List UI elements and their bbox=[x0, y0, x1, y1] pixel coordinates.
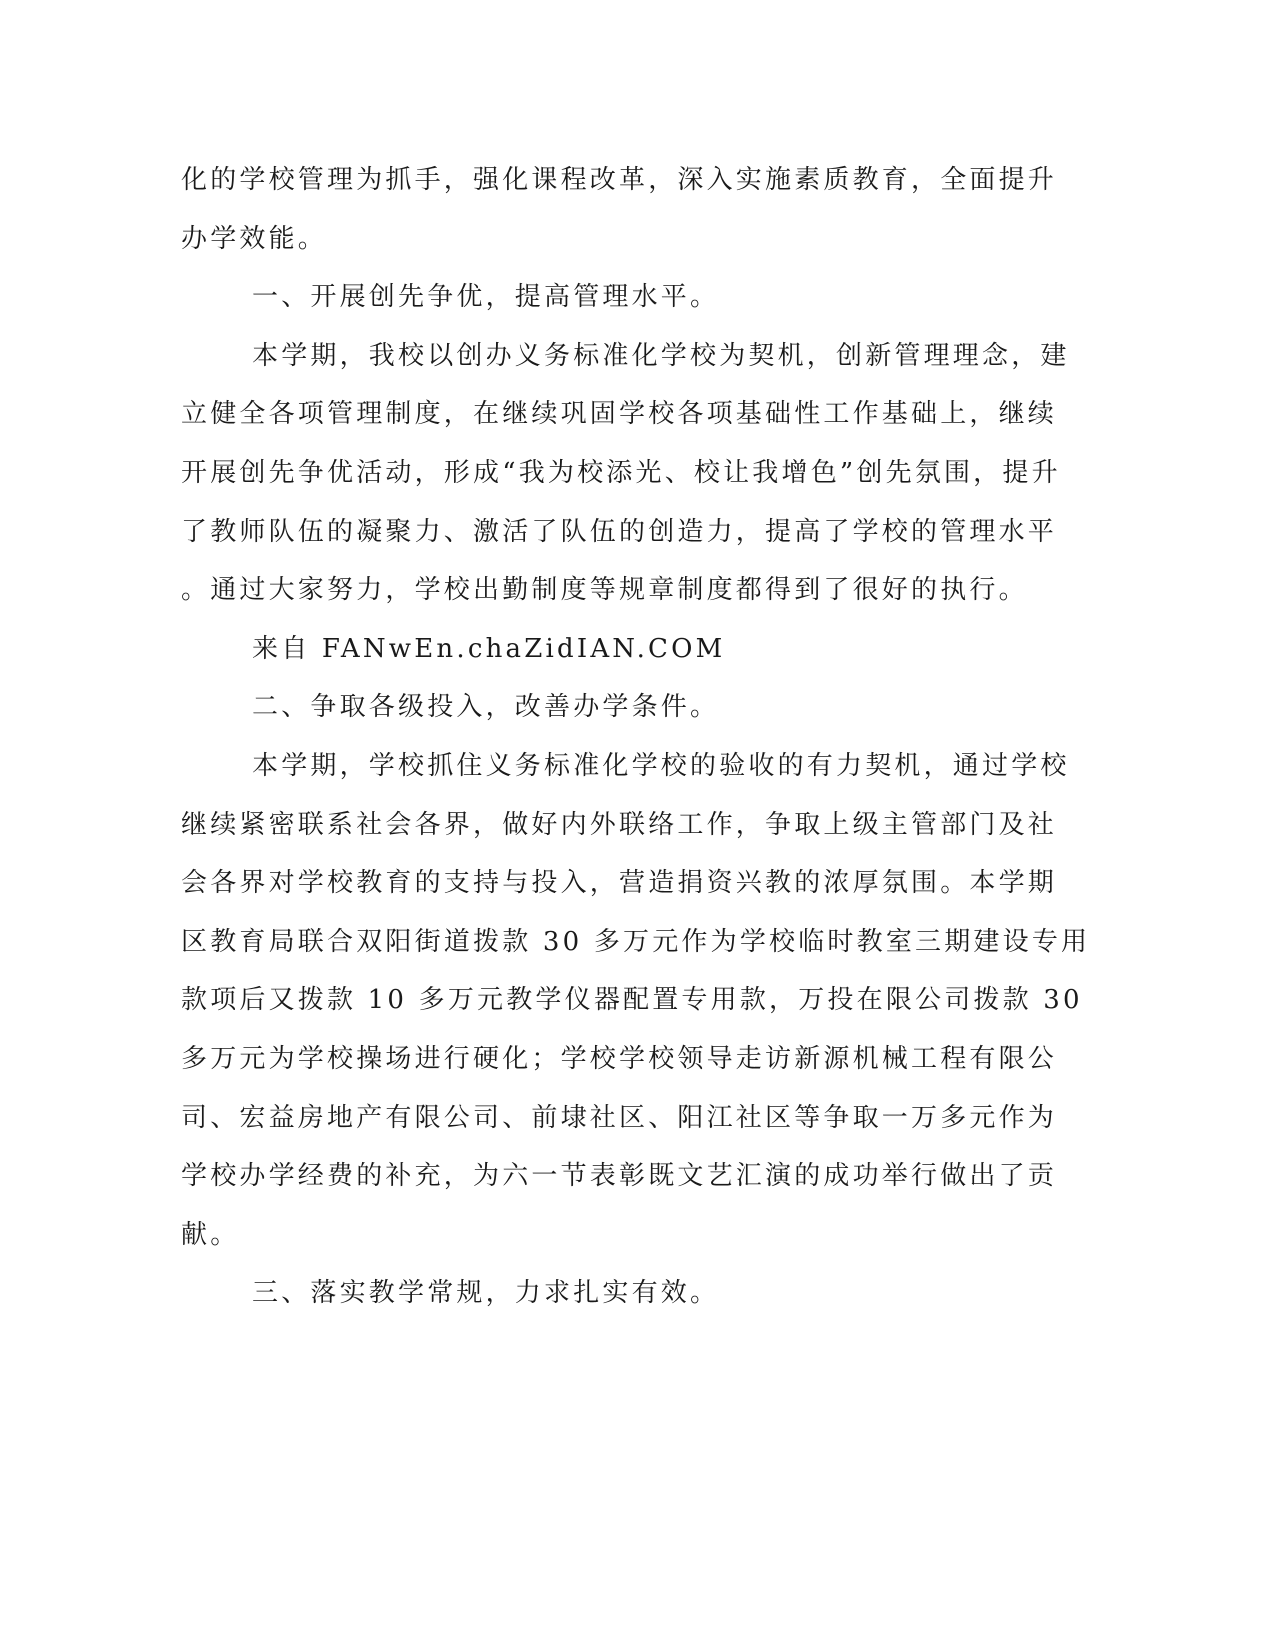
text-line: 献。 bbox=[181, 1219, 240, 1250]
text-line: 立健全各项管理制度，在继续巩固学校各项基础性工作基础上，继续 bbox=[181, 399, 1058, 430]
section-heading-2: 二、争取各级投入，改善办学条件。 bbox=[252, 692, 720, 723]
text-line: 多万元为学校操场进行硬化；学校学校领导走访新源机械工程有限公 bbox=[181, 1043, 1058, 1074]
text-line: 。通过大家努力，学校出勤制度等规章制度都得到了很好的执行。 bbox=[181, 575, 1028, 606]
document-body bbox=[181, 151, 1091, 1323]
text-line: 了教师队伍的凝聚力、激活了队伍的创造力，提高了学校的管理水平 bbox=[181, 516, 1058, 547]
section-heading-1: 一、开展创先争优，提高管理水平。 bbox=[252, 282, 720, 313]
text-line: 本学期，我校以创办义务标准化学校为契机，创新管理理念，建 bbox=[252, 340, 1070, 371]
section-heading-3: 三、落实教学常规，力求扎实有效。 bbox=[252, 1278, 720, 1309]
text-line: 款项后又拨款 10 多万元教学仪器配置专用款，万投在限公司拨款 30 bbox=[181, 985, 1083, 1016]
text-line: 继续紧密联系社会各界，做好内外联络工作，争取上级主管部门及社 bbox=[181, 809, 1058, 840]
text-line: 本学期，学校抓住义务标准化学校的验收的有力契机，通过学校 bbox=[252, 750, 1070, 781]
text-line: 学校办学经费的补充，为六一节表彰既文艺汇演的成功举行做出了贡 bbox=[181, 1161, 1058, 1192]
text-line: 办学效能。 bbox=[181, 223, 328, 254]
text-line: 司、宏益房地产有限公司、前埭社区、阳江社区等争取一万多元作为 bbox=[181, 1102, 1058, 1133]
text-line: 开展创先争优活动，形成“我为校添光、校让我增色”创先氛围，提升 bbox=[181, 457, 1061, 488]
text-line: 会各界对学校教育的支持与投入，营造捐资兴教的浓厚氛围。本学期 bbox=[181, 868, 1058, 899]
source-note: 来自 FANwEn.chaZidIAN.COM bbox=[252, 633, 726, 664]
text-line: 区教育局联合双阳街道拨款 30 多万元作为学校临时教室三期建设专用 bbox=[181, 926, 1091, 957]
text-line: 化的学校管理为抓手，强化课程改革，深入实施素质教育，全面提升 bbox=[181, 165, 1058, 195]
